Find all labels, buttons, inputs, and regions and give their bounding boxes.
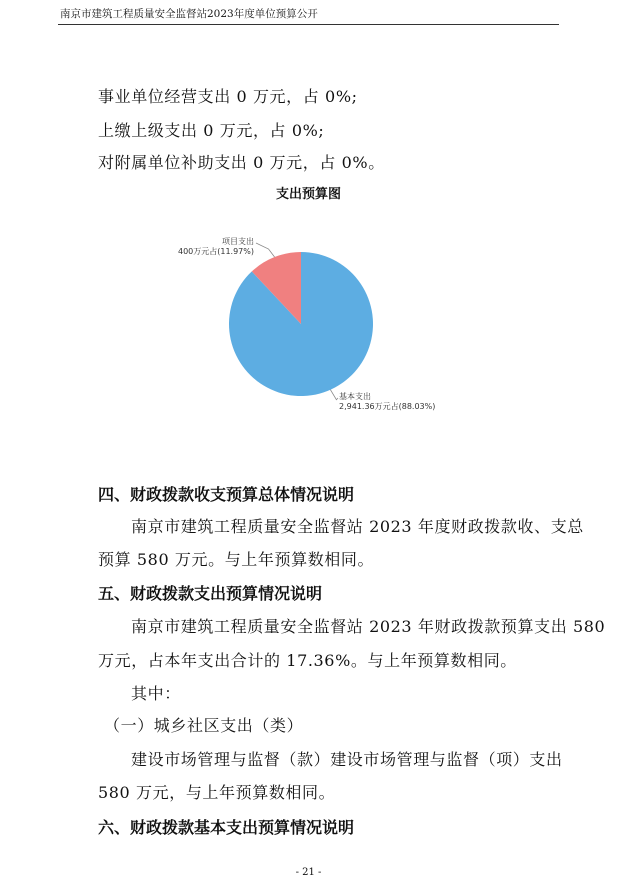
pie-label-project-expense-value: 400万元占(11.97%) bbox=[177, 247, 254, 256]
text-line-remit-upper: 上缴上级支出 0 万元，占 0%; bbox=[98, 121, 325, 140]
pie-label-project-expense-name: 项目支出 bbox=[222, 237, 254, 246]
section5-among-label: 其中： bbox=[131, 684, 181, 703]
pie-label-basic-expense-value: 2,941.36万元占(88.03%) bbox=[339, 402, 436, 411]
section4-paragraph-line2: 预算 580 万元。与上年预算数相同。 bbox=[98, 550, 375, 569]
section-heading-5: 五、财政拨款支出预算情况说明 bbox=[98, 584, 323, 603]
section4-paragraph-line1: 南京市建筑工程质量安全监督站 2023 年度财政拨款收、支总 bbox=[131, 517, 584, 536]
section5-paragraph-line2: 万元，占本年支出合计的 17.36%。与上年预算数相同。 bbox=[98, 651, 517, 670]
page-number: - 21 - bbox=[295, 867, 322, 878]
section-heading-4: 四、财政拨款收支预算总体情况说明 bbox=[98, 485, 355, 504]
text-line-subsidiary-subsidy: 对附属单位补助支出 0 万元，占 0%。 bbox=[98, 153, 385, 172]
pie-label-basic-expense-name: 基本支出 bbox=[339, 392, 371, 401]
text-line-operating-expense: 事业单位经营支出 0 万元，占 0%; bbox=[98, 87, 358, 106]
section-heading-6: 六、财政拨款基本支出预算情况说明 bbox=[98, 818, 355, 837]
chart-title: 支出预算图 bbox=[275, 187, 341, 202]
leader-line-project-expense bbox=[256, 243, 275, 257]
section5-item-line2: 580 万元，与上年预算数相同。 bbox=[98, 783, 336, 802]
section5-item-line1: 建设市场管理与监督（款）建设市场管理与监督（项）支出 bbox=[131, 750, 563, 769]
page-header: 南京市建筑工程质量安全监督站2023年度单位预算公开 bbox=[60, 8, 318, 20]
section5-category-line: （一）城乡社区支出（类） bbox=[104, 716, 304, 735]
section5-paragraph-line1: 南京市建筑工程质量安全监督站 2023 年财政拨款预算支出 580 bbox=[131, 617, 606, 636]
leader-line-basic-expense bbox=[330, 390, 338, 400]
